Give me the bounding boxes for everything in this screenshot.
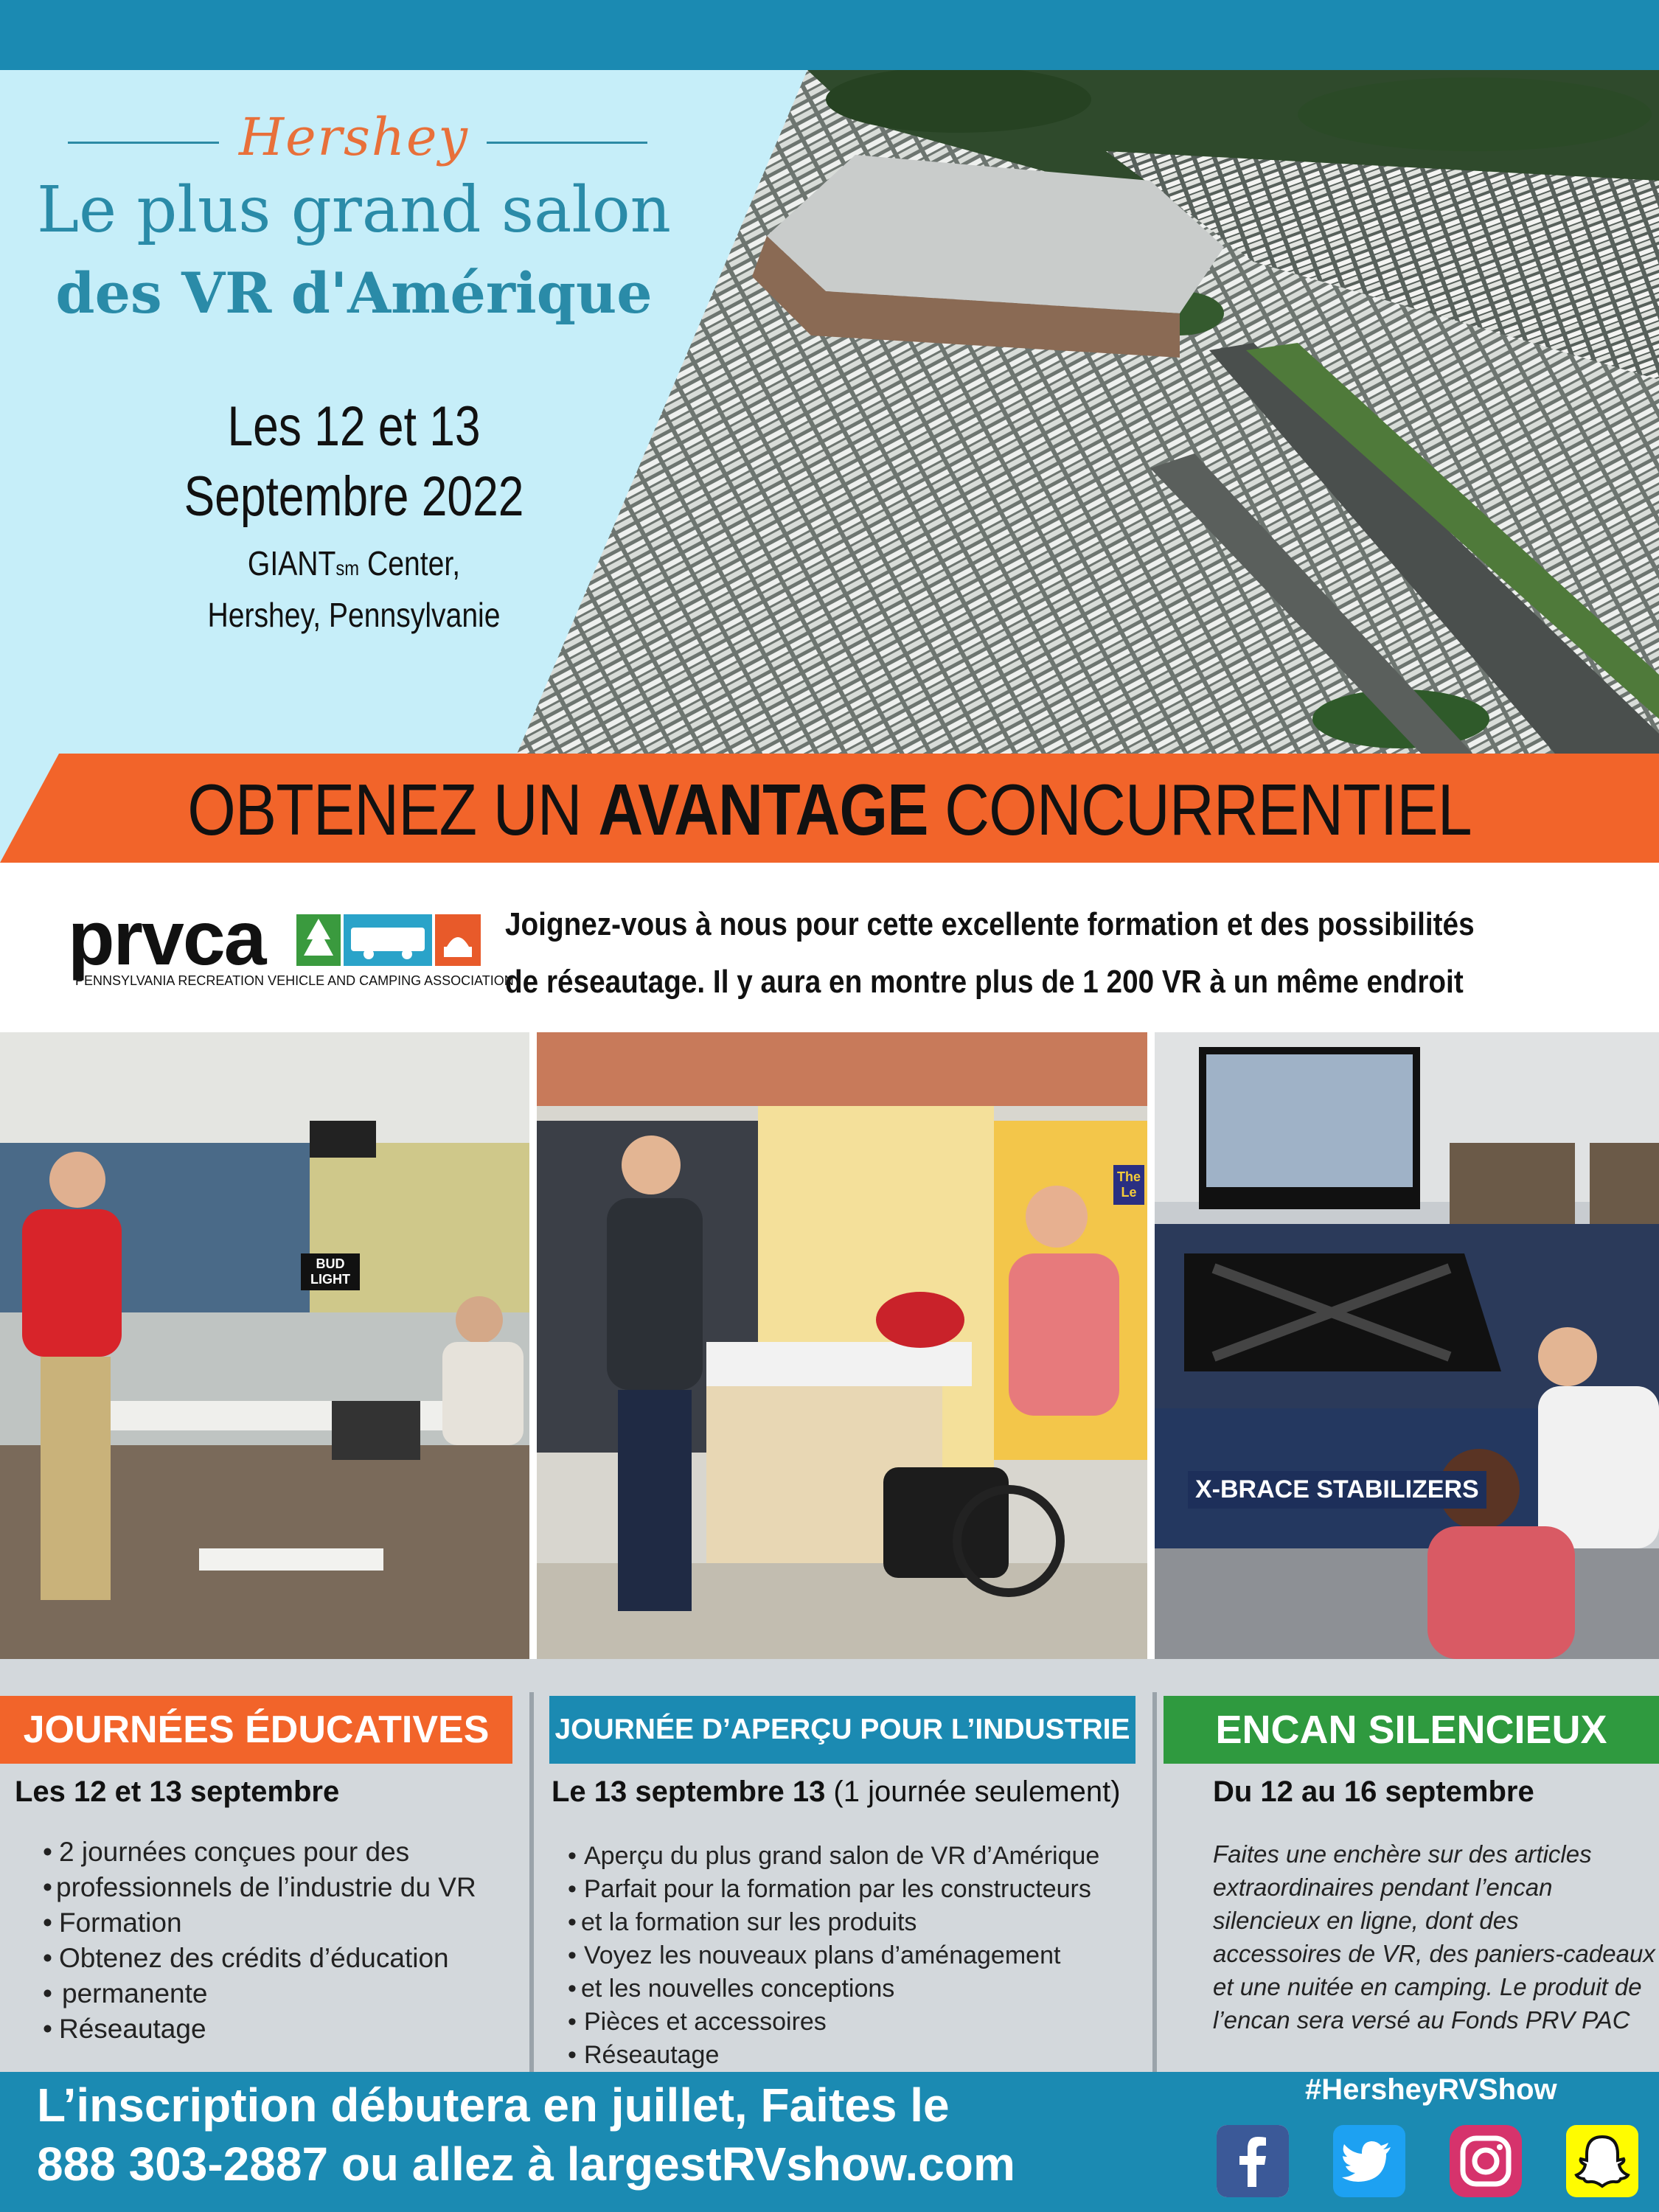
banner-part-1: OBTENEZ UN — [187, 769, 599, 850]
snapchat-icon[interactable] — [1566, 2125, 1638, 2197]
auction-text-line: et une nuitée en camping. Le produit de — [1213, 1973, 1642, 2000]
event-date-line-2: Septembre 2022 — [184, 465, 524, 528]
column-divider-2 — [1152, 1692, 1157, 2072]
hershey-script-title: Hershey — [239, 107, 469, 167]
industry-date-bold: Le 13 septembre 13 — [552, 1775, 826, 1808]
list-item — [43, 1976, 476, 2011]
intro-line-2: de réseautage. Il y aura en montre plus de 1 200 VR à un même endroit — [505, 964, 1464, 1000]
list-item: • Réseautage — [43, 2011, 476, 2047]
column-divider-1 — [529, 1692, 534, 2072]
column-heading-silent-auction: ENCAN SILENCIEUX — [1164, 1696, 1659, 1764]
venue-line — [53, 543, 655, 583]
contact-text[interactable]: 888 303-2887 ou allez à largestRVshow.com — [37, 2138, 1015, 2191]
list-item — [568, 1906, 1099, 1939]
list-item-continuation: professionnels de l’industrie du VR — [56, 1872, 476, 1902]
list-item: • Aperçu du plus grand salon de VR d’Amérique — [568, 1840, 1099, 1873]
registration-text: L’inscription débutera en juillet, Faites le — [37, 2079, 950, 2132]
list-item: • Formation — [43, 1905, 476, 1941]
column-date-silent-auction: Du 12 au 16 septembre — [1213, 1775, 1534, 1808]
list-item-continuation: permanente — [62, 1978, 208, 2008]
list-item: • Parfait pour la formation par les constructeurs — [568, 1873, 1099, 1906]
venue-name: GIANT — [247, 544, 336, 582]
column-heading-educational: JOURNÉES ÉDUCATIVES — [0, 1696, 512, 1764]
photo-exhibit-booth — [537, 1032, 1147, 1659]
instagram-icon[interactable] — [1450, 2125, 1522, 2197]
facebook-icon[interactable] — [1217, 2125, 1289, 2197]
header-panel — [0, 70, 1659, 863]
list-item: • Voyez les nouveaux plans d’aménagement — [568, 1939, 1099, 1972]
column-date-industry-preview — [552, 1775, 1121, 1809]
prvca-logo-subtitle: PENNSYLVANIA RECREATION VEHICLE AND CAMPING ASSOCIATION — [75, 973, 514, 988]
silent-auction-description — [1213, 1837, 1655, 2037]
column-heading-industry-preview: JOURNÉE D’APERÇU POUR L’INDUSTRIE — [549, 1696, 1135, 1764]
intro-line-1: Joignez-vous à nous pour cette excellente formation et des possibilités — [505, 906, 1475, 942]
list-item — [568, 1972, 1099, 2006]
industry-date-note: (1 journée seulement) — [825, 1775, 1121, 1808]
list-item: • Pièces et accessoires — [568, 2006, 1099, 2039]
photo-stabilizer-display — [1155, 1032, 1659, 1659]
venue-mark: sm — [335, 557, 360, 580]
prvca-logo — [68, 896, 514, 997]
photo-booth-sign: The Le — [1113, 1165, 1144, 1205]
auction-text-line: Faites une enchère sur des articles — [1213, 1840, 1592, 1868]
auction-text-line: l’encan sera versé au Fonds PRV PAC — [1213, 2006, 1630, 2034]
auction-text-line: silencieux en ligne, dont des — [1213, 1907, 1519, 1934]
intro-text — [505, 896, 1492, 1011]
venue-suffix: Center, — [366, 544, 461, 582]
prvca-logo-text: prvca — [68, 896, 265, 981]
top-strip — [0, 0, 1659, 70]
column-date-educational: Les 12 et 13 septembre — [15, 1775, 340, 1808]
venue-city: Hershey, Pennsylvanie — [207, 596, 501, 634]
hashtag: #HersheyRVShow — [1305, 2073, 1557, 2106]
banner-part-2: CONCURRENTIEL — [928, 769, 1472, 850]
column-list-industry-preview — [568, 1840, 1099, 2072]
list-item: • Réseautage — [568, 2039, 1099, 2072]
photo-xbrace-sign: X-BRACE STABILIZERS — [1188, 1471, 1486, 1509]
list-item: • 2 journées conçues pour des — [43, 1834, 476, 1870]
photo-training-session — [0, 1032, 529, 1659]
headline-line-2: des VR d'Amérique — [55, 260, 653, 326]
banner-headline — [116, 768, 1543, 852]
auction-text-line: extraordinaires pendant l’encan — [1213, 1874, 1553, 1901]
event-date-line-1: Les 12 et 13 — [227, 395, 481, 458]
photo-bud-light-sign: BUD LIGHT — [301, 1253, 360, 1290]
list-item: • Obtenez des crédits d’éducation — [43, 1941, 476, 1976]
list-item-continuation: et les nouvelles conceptions — [581, 1975, 895, 2003]
column-list-educational — [43, 1834, 476, 2047]
banner-bold: AVANTAGE — [598, 769, 928, 850]
prvca-logo-icons — [296, 914, 481, 966]
list-item — [43, 1870, 476, 1905]
list-item-continuation: et la formation sur les produits — [581, 1908, 917, 1936]
auction-text-line: accessoires de VR, des paniers-cadeaux — [1213, 1940, 1655, 1967]
headline-line-1: Le plus grand salon — [36, 173, 672, 247]
twitter-icon[interactable] — [1333, 2125, 1405, 2197]
